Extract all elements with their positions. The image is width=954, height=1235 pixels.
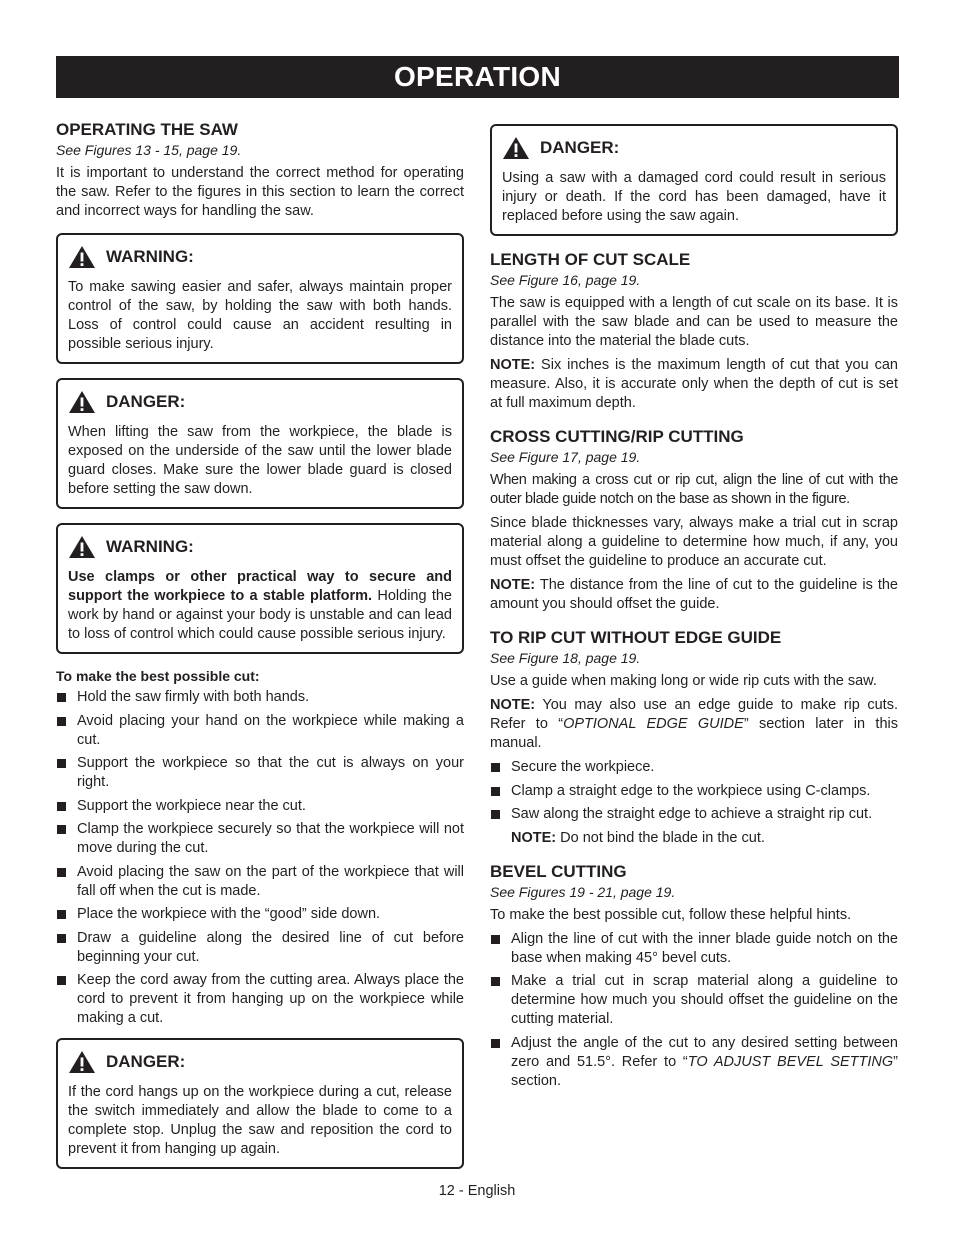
italic-ref: TO ADJUST BEVEL SETTING bbox=[687, 1053, 894, 1070]
warning-triangle-icon bbox=[68, 390, 96, 414]
cross-body-1: When making a cross cut or rip cut, align the line of cut with the outer blade guide notch on the base as shown in the figure. bbox=[490, 472, 898, 507]
cross-section bbox=[490, 427, 898, 614]
length-section bbox=[490, 250, 898, 413]
rip-list bbox=[490, 758, 898, 824]
length-ref: See Figure 16, page 19. bbox=[490, 272, 641, 288]
danger-label: DANGER: bbox=[106, 392, 186, 411]
list-item: Clamp the workpiece securely so that the workpiece will not move during the cut. bbox=[56, 820, 464, 858]
best-cut-list bbox=[56, 688, 464, 1028]
rip-note bbox=[490, 696, 898, 753]
warning-triangle-icon bbox=[68, 535, 96, 559]
list-item: Align the line of cut with the inner blade guide notch on the base when making 45° bevel cuts. bbox=[490, 930, 898, 968]
bevel-list bbox=[490, 930, 898, 1091]
danger-label: DANGER: bbox=[106, 1052, 186, 1071]
list-item: Hold the saw firmly with both hands. bbox=[56, 688, 464, 707]
danger-text: When lifting the saw from the workpiece, the blade is exposed on the underside of the saw until the lower blade guard closes. Make sure the lower blade guard is closed before setting the saw down. bbox=[68, 424, 452, 497]
note-text: You may also use an edge guide to make rip cuts. Refer to “ bbox=[490, 697, 898, 732]
list-item bbox=[490, 1034, 898, 1091]
warning-label: WARNING: bbox=[106, 537, 194, 556]
warning-label: WARNING: bbox=[106, 247, 194, 266]
left-column bbox=[56, 120, 464, 1183]
rip-section bbox=[490, 628, 898, 848]
cross-body-2: Since blade thicknesses vary, always make a trial cut in scrap material along a guideline to determine how much, if any, you must offset the guideline to produce an accurate cut. bbox=[490, 515, 898, 569]
danger-box-1 bbox=[56, 378, 464, 509]
danger-text: Using a saw with a damaged cord could result in serious injury or death. If the cord has been damaged, have it replaced before using the saw again. bbox=[502, 170, 886, 224]
danger-box-3 bbox=[490, 124, 898, 236]
danger-box-2 bbox=[56, 1038, 464, 1169]
danger-text: If the cord hangs up on the workpiece during a cut, release the switch immediately and allow the blade to come to a complete stop. Unplug the saw and reposition the cord to prevent it from hanging up again. bbox=[68, 1084, 452, 1157]
warning-bold-text: Use clamps or other practical way to secure and support the workpiece to a stable platform. bbox=[68, 569, 452, 604]
rip-ref: See Figure 18, page 19. bbox=[490, 650, 641, 666]
note-text: ” section later in this manual. bbox=[490, 716, 898, 751]
warning-triangle-icon bbox=[68, 245, 96, 269]
page-title: OPERATION bbox=[56, 56, 899, 98]
rip-note-2 bbox=[490, 829, 898, 848]
length-heading: LENGTH OF CUT SCALE bbox=[490, 250, 691, 269]
bevel-section bbox=[490, 862, 898, 1091]
note-text: Six inches is the maximum length of cut that you can measure. Also, it is accurate only when the depth of cut is set at full maximum depth. bbox=[490, 357, 898, 411]
warning-triangle-icon bbox=[68, 1050, 96, 1074]
rip-body: Use a guide when making long or wide rip cuts with the saw. bbox=[490, 673, 877, 689]
bevel-body: To make the best possible cut, follow these helpful hints. bbox=[490, 906, 852, 923]
bevel-heading: BEVEL CUTTING bbox=[490, 861, 627, 881]
list-item: Draw a guideline along the desired line of cut before beginning your cut. bbox=[56, 929, 464, 967]
cross-note bbox=[490, 576, 898, 614]
warning-text bbox=[68, 568, 452, 644]
length-body: The saw is equipped with a length of cut scale on its base. It is parallel with the saw blade and can be used to measure the distance into the material the blade cuts. bbox=[490, 295, 898, 349]
note-label: NOTE: bbox=[511, 829, 557, 846]
operating-heading: OPERATING THE SAW bbox=[56, 120, 238, 139]
operating-ref: See Figures 13 - 15, page 19. bbox=[56, 142, 242, 158]
list-item: Secure the workpiece. bbox=[490, 758, 898, 777]
list-item: Saw along the straight edge to achieve a straight rip cut. bbox=[490, 805, 898, 824]
note-label: NOTE: bbox=[490, 697, 536, 713]
list-item: Keep the cord away from the cutting area. Always place the cord to prevent it from hanging up on the workpiece while making a cut. bbox=[56, 971, 464, 1028]
note-italic-ref: OPTIONAL EDGE GUIDE bbox=[563, 716, 744, 732]
bevel-ref: See Figures 19 - 21, page 19. bbox=[490, 883, 676, 900]
list-item: Clamp a straight edge to the workpiece using C-clamps. bbox=[490, 782, 898, 801]
length-note bbox=[490, 356, 898, 413]
list-text: ” section. bbox=[511, 1053, 898, 1089]
list-item: Place the workpiece with the “good” side down. bbox=[56, 905, 464, 924]
warning-box-1 bbox=[56, 233, 464, 364]
danger-label: DANGER: bbox=[540, 138, 620, 157]
list-item: Make a trial cut in scrap material along a guideline to determine how much you should offset the guideline on the cutting material. bbox=[490, 972, 898, 1029]
right-column bbox=[490, 124, 898, 1095]
list-item: Support the workpiece near the cut. bbox=[56, 797, 464, 816]
page-footer: 12 - English bbox=[438, 1183, 516, 1199]
note-text: Do not bind the blade in the cut. bbox=[556, 829, 765, 846]
warning-triangle-icon bbox=[502, 136, 530, 160]
warning-box-2 bbox=[56, 523, 464, 654]
cross-ref: See Figure 17, page 19. bbox=[490, 449, 641, 465]
list-item: Avoid placing the saw on the part of the workpiece that will fall off when the cut is made. bbox=[56, 863, 464, 901]
note-label: NOTE: bbox=[490, 577, 536, 593]
warning-text: To make sawing easier and safer, always maintain proper control of the saw, by holding the saw with both hands. Loss of control could cause an accident resulting in possible serious injury. bbox=[68, 279, 452, 352]
list-item: Avoid placing your hand on the workpiece while making a cut. bbox=[56, 712, 464, 750]
warning-rest-text: Holding the work by hand or against your body is unstable and can lead to loss of control which could cause possible serious injury. bbox=[68, 588, 452, 642]
operating-body: It is important to understand the correct method for operating the saw. Refer to the figures in this section to learn the correct and incorrect ways for handling the saw. bbox=[56, 165, 464, 219]
best-cut-subhead: To make the best possible cut: bbox=[56, 668, 260, 684]
cross-heading: CROSS CUTTING/RIP CUTTING bbox=[490, 427, 744, 446]
note-text: The distance from the line of cut to the guideline is the amount you should offset the guide. bbox=[490, 577, 898, 612]
note-label: NOTE: bbox=[490, 357, 536, 373]
rip-heading: TO RIP CUT WITHOUT EDGE GUIDE bbox=[490, 628, 782, 647]
list-item: Support the workpiece so that the cut is always on your right. bbox=[56, 754, 464, 792]
list-text: Adjust the angle of the cut to any desired setting between zero and 51.5°. Refer to “ bbox=[511, 1034, 898, 1070]
